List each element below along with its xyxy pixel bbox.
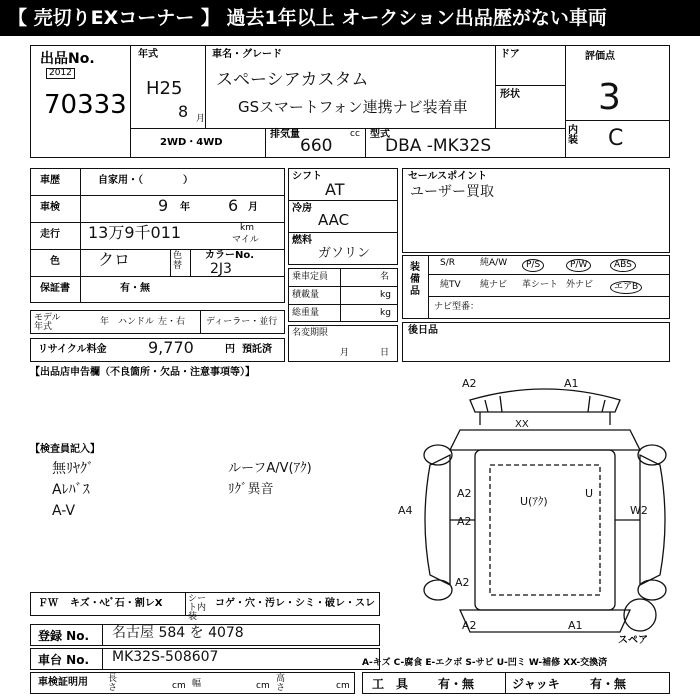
car-grade: GSスマートフォン連携ナビ装着車 xyxy=(238,98,468,116)
auction-banner: 【 売切りEXコーナー 】 過去1年以上 オークション出品歴がない車両 xyxy=(0,0,700,36)
year-unit: 年 xyxy=(180,202,190,213)
year-label: 年式 xyxy=(138,49,158,60)
seller-notes-label: 【出品店申告欄（不良箇所・欠品・注意事項等）】 xyxy=(30,367,255,378)
equip-item: 外ナビ xyxy=(566,280,594,290)
color-label: 色 xyxy=(50,256,60,267)
chassis-value: MK32S-508607 xyxy=(112,649,219,665)
model-year-label: モデル年式 xyxy=(34,313,61,332)
equip-item: 純ナビ xyxy=(480,280,508,290)
len-label: 長さ xyxy=(108,674,118,693)
color-no-label: カラーNo. xyxy=(205,250,255,261)
inspector-note-1: 無ﾘﾔｸﾞ xyxy=(52,461,94,477)
load-unit: kg xyxy=(380,290,391,300)
model-label: 型式 xyxy=(370,129,390,140)
inspector-note-3: A-V xyxy=(52,503,76,519)
equip-label: 装備品 xyxy=(410,262,420,297)
reg-value: 名古屋 584 を 4078 xyxy=(112,625,244,641)
cert-label: 車検証明用 xyxy=(38,677,88,688)
year-value: H25 xyxy=(146,78,183,99)
mileage-unit-mile: マイル xyxy=(232,235,259,245)
damage-mark: A2 xyxy=(457,487,472,500)
damage-mark: A4 xyxy=(398,504,413,517)
equip-item: 革シート xyxy=(522,280,559,290)
shift-value: AT xyxy=(325,180,345,199)
model-value: DBA -MK32S xyxy=(385,136,492,156)
sales-label: セールスポイント xyxy=(408,171,488,182)
cm-unit: cm xyxy=(256,681,270,691)
fuel-value: ガソリン xyxy=(318,246,371,261)
reg-label: 登録 No. xyxy=(38,629,90,643)
shift-label: シフト xyxy=(292,171,322,182)
spare-label: スペア xyxy=(618,635,648,646)
recycle-label: リサイクル料金 xyxy=(38,344,107,355)
interior-value: C xyxy=(608,126,624,151)
equip-item: ABS xyxy=(610,259,636,272)
gross-unit: kg xyxy=(380,308,391,318)
damage-mark: U xyxy=(585,487,594,500)
history-label: 車歴 xyxy=(40,175,60,186)
dealer-label: ディーラー・並行 xyxy=(206,317,278,327)
hgt-label: 高さ xyxy=(276,674,286,693)
after-label: 後日品 xyxy=(408,325,438,336)
color-swap-label: 色替 xyxy=(173,251,183,271)
displacement-label: 排気量 xyxy=(270,129,300,140)
car-name: スペーシアカスタム xyxy=(216,70,369,90)
damage-mark: A1 xyxy=(564,377,579,390)
fuel-label: 燃料 xyxy=(292,235,312,246)
damage-mark: W2 xyxy=(630,504,648,517)
equip-item: P/S xyxy=(522,259,544,272)
drive-label: 2WD・4WD xyxy=(160,137,223,148)
wid-label: 幅 xyxy=(192,679,202,689)
fw-items: キズ・ﾍﾋﾞ石・割レX xyxy=(70,598,163,609)
score-label: 評価点 xyxy=(585,51,615,62)
capacity-label: 乗車定員 xyxy=(292,272,329,282)
navi-label: ナビ型番： xyxy=(434,302,480,312)
history-value: 自家用・（ ） xyxy=(98,175,193,186)
mileage-value: 13万9千011 xyxy=(88,223,182,242)
sales-value: ユーザー買取 xyxy=(410,184,494,200)
tools-label: 工 具 xyxy=(372,677,409,691)
equip-item: 純TV xyxy=(440,280,461,290)
inspector-label: 【検査員記入】 xyxy=(30,444,100,455)
jack-value: 有・無 xyxy=(590,677,627,691)
shape-label: 形状 xyxy=(500,89,520,100)
lot-tag: 2012 xyxy=(46,68,75,79)
cm-unit: cm xyxy=(336,681,350,691)
recycle-value: 9,770 xyxy=(148,338,194,357)
damage-legend: A-キズ C-腐食 E-エクボ S-サビ U-凹ミ W-補修 XX-交換済 xyxy=(362,658,608,668)
inspector-note-5: ﾘｸﾞ異音 xyxy=(228,482,274,497)
load-label: 積載量 xyxy=(292,290,320,300)
damage-mark: A2 xyxy=(455,576,470,589)
recycle-status: 預託済 xyxy=(242,344,272,355)
damage-mark: U(ｱｸ) xyxy=(520,495,548,508)
interior-label: 内装 xyxy=(568,125,578,146)
ac-value: AAC xyxy=(318,211,350,229)
equip-item: P/W xyxy=(566,259,591,272)
month-value: 8 xyxy=(178,102,189,121)
damage-mark: A1 xyxy=(568,619,583,632)
score-value: 3 xyxy=(598,77,621,118)
equip-item: S/R xyxy=(440,258,455,268)
equip-item: エアB xyxy=(610,281,642,294)
damage-mark: XX xyxy=(515,419,529,430)
seat-label: シート内 装 xyxy=(188,594,216,622)
inspection-label: 車検 xyxy=(40,202,60,213)
mileage-label: 走行 xyxy=(40,229,60,240)
damage-mark: A2 xyxy=(457,515,472,528)
warranty-value: 有・無 xyxy=(120,283,150,294)
after-box xyxy=(402,322,670,362)
displacement-value: 660 xyxy=(300,136,333,156)
color-value: クロ xyxy=(98,250,131,269)
mileage-unit-km: km xyxy=(240,223,254,233)
handle-label: ハンドル xyxy=(118,317,155,327)
inspection-year: 9 xyxy=(158,196,169,215)
damage-mark: A2 xyxy=(462,377,477,390)
equip-item: 純A/W xyxy=(480,258,508,268)
fw-label: ＦＷ xyxy=(38,598,58,609)
month-unit: 月 xyxy=(196,114,206,124)
change-day: 日 xyxy=(380,348,390,358)
ac-label: 冷房 xyxy=(292,203,312,214)
jack-label: ジャッキ xyxy=(512,677,560,691)
gross-label: 総重量 xyxy=(292,308,320,318)
damage-mark: A2 xyxy=(462,619,477,632)
inspector-note-4: ルーフA/V(ｱｸ) xyxy=(228,461,312,476)
lot-number: 70333 xyxy=(44,90,127,120)
cc-unit: cc xyxy=(350,129,360,139)
lot-label: 出品No. xyxy=(40,51,95,67)
handle-value: 左・右 xyxy=(158,317,186,327)
name-label: 車名・グレード xyxy=(212,49,282,60)
recycle-unit: 円 xyxy=(225,344,235,355)
year-label-small: 年 xyxy=(100,317,110,327)
month-unit-2: 月 xyxy=(248,202,258,213)
change-label: 名変期限 xyxy=(292,328,329,338)
change-month: 月 xyxy=(340,348,350,358)
inspector-note-2: Aﾚﾊﾞｽ xyxy=(52,482,90,498)
color-no-value: 2J3 xyxy=(210,261,232,277)
door-label: ドア xyxy=(500,49,520,60)
inspection-month: 6 xyxy=(228,196,239,215)
tools-value: 有・無 xyxy=(438,677,475,691)
chassis-label: 車台 No. xyxy=(38,653,90,667)
warranty-label: 保証書 xyxy=(40,283,70,294)
cm-unit: cm xyxy=(172,681,186,691)
seat-items: コゲ・穴・汚レ・シミ・破レ・スレ xyxy=(215,598,375,609)
capacity-unit: 名 xyxy=(380,272,390,282)
